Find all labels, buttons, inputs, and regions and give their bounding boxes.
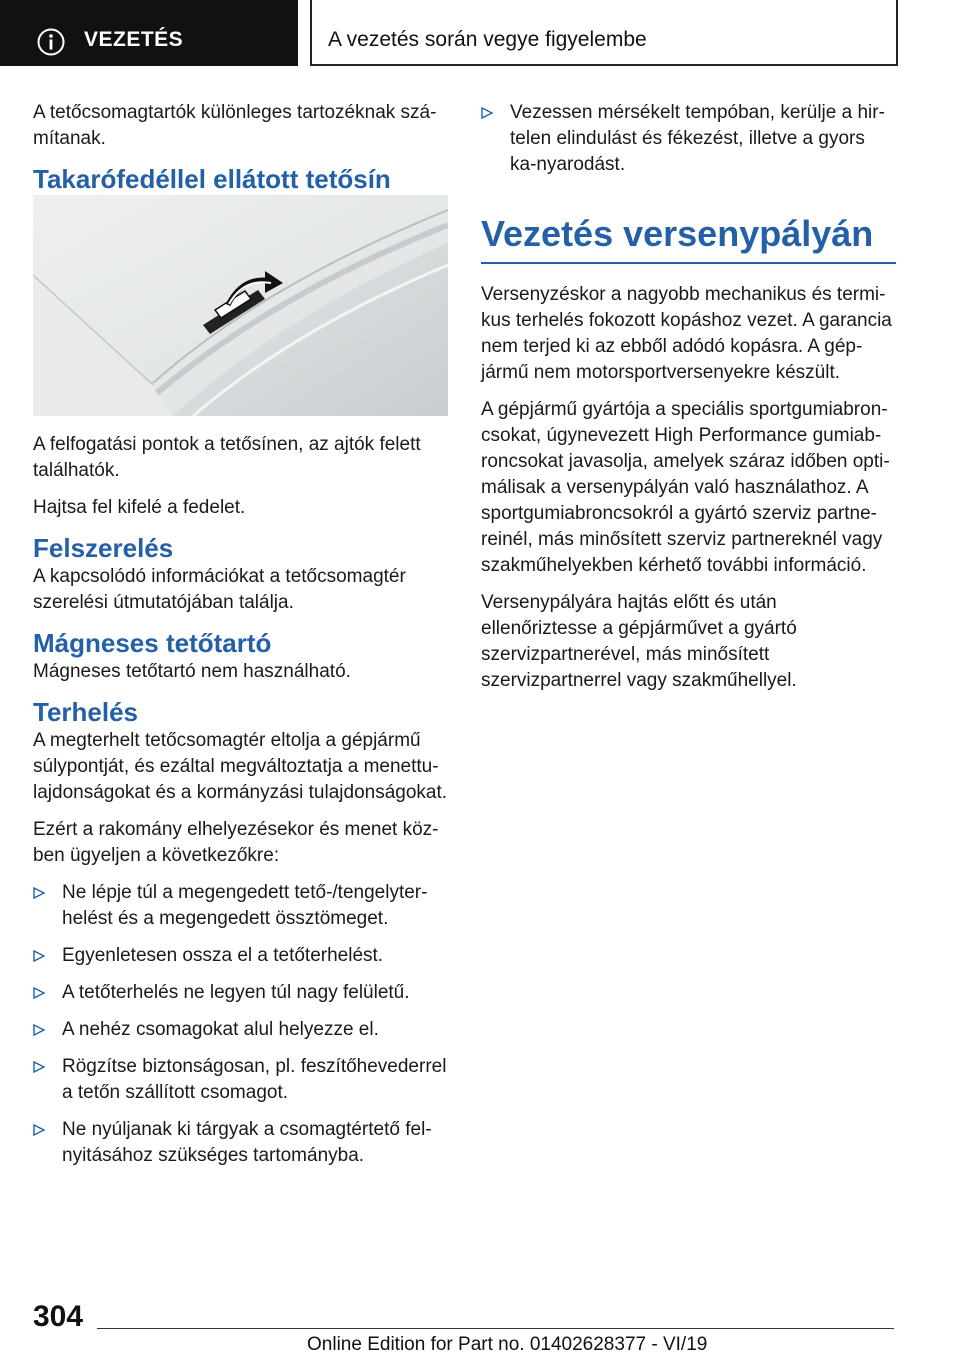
felszereles-paragraph: A kapcsolódó információkat a tetőcsomagtér szerelési útmutatójában találja. [33, 566, 406, 613]
list-item-text: Egyenletesen ossza el a tetőterhelést. [62, 945, 384, 966]
chapter-title: A vezetés során vegye figyelembe [328, 28, 647, 51]
triangle-bullet-icon [481, 107, 493, 119]
triangle-bullet-icon [33, 1024, 45, 1036]
heading-terheles: Terhelés [33, 697, 139, 727]
triangle-bullet-icon [33, 987, 45, 999]
list-item [481, 100, 896, 178]
list-item [33, 880, 449, 932]
terheles-paragraph-2: Ezért a rakomány elhelyezésekor és menet köz-ben ügyeljen a következőkre: [33, 819, 439, 866]
heading-versenypalya: Vezetés versenypályán [481, 212, 896, 264]
instruction-paragraph: Hajtsa fel kifelé a fedelet. [33, 497, 246, 518]
list-item [33, 1017, 449, 1043]
list-item-text: Vezessen mérsékelt tempóban, kerülje a hir-telen elindulást és fékezést, illetve a gyors ka-nyarodást. [510, 102, 885, 175]
edition-info: Online Edition for Part no. 01402628377 - VI/19 [307, 1334, 708, 1355]
chapter-title-box [310, 0, 898, 66]
versenypalya-paragraph-3: Versenypályára hajtás előtt és után ellenőriztesse a gépjárművet a gyártó szervizpartnerével, más minősített szervizpartnerrel vagy szakműhellyel. [481, 592, 797, 691]
intro-paragraph: A tetőcsomagtartók különleges tartozéknak szá-mítanak. [33, 102, 437, 149]
loading-rules-list [33, 880, 449, 1169]
list-item [33, 1054, 449, 1106]
right-column [481, 100, 896, 705]
left-column [33, 100, 449, 1180]
info-icon [36, 27, 66, 57]
section-label: VEZETÉS [84, 28, 184, 51]
list-item [33, 980, 449, 1006]
list-item-text: Rögzítse biztonságosan, pl. feszítőhevederrel a tetőn szállított csomagot. [62, 1056, 447, 1103]
versenypalya-paragraph-1: Versenyzéskor a nagyobb mechanikus és termi-kus terhelés fokozott kopáshoz vezet. A garancia nem terjed ki az ebből adódó kopásra. A gép-jármű nem motorsportversenyekre készült. [481, 284, 892, 383]
triangle-bullet-icon [33, 1124, 45, 1136]
heading-felszereles: Felszerelés [33, 533, 174, 563]
list-item-text: Ne lépje túl a megengedett tető-/tengelyter-helést és a megengedett össztömeget. [62, 882, 428, 929]
roof-rail-photo [33, 195, 448, 416]
page-number: 304 [33, 1300, 84, 1333]
list-item-text: Ne nyúljanak ki tárgyak a csomagtértető fel-nyitásához szükséges tartományba. [62, 1119, 432, 1166]
terheles-paragraph-1: A megterhelt tetőcsomagtér eltolja a gépjármű súlypontját, és ezáltal megváltoztatja a menettu-lajdonságokat és a kormányzási tulajdonságokat. [33, 730, 448, 803]
list-item [33, 943, 449, 969]
triangle-bullet-icon [33, 1061, 45, 1073]
list-item [33, 1117, 449, 1169]
list-item-text: A nehéz csomagokat alul helyezze el. [62, 1019, 379, 1040]
versenypalya-paragraph-2: A gépjármű gyártója a speciális sportgumiabron-csokat, úgynevezett High Performance gumiab-roncsokat javasolja, amelyek száraz időben opti-málisak a versenypályán való használathoz. A sportgumiabroncsokról a gyártó szerviz partne-reinél, más minősített szerviz partnereknél vagy szakműhelyekben kérhető további információ. [481, 399, 890, 576]
footer-divider [97, 1328, 894, 1329]
heading-takarofedel: Takarófedéllel ellátott tetősín [33, 164, 391, 194]
triangle-bullet-icon [33, 950, 45, 962]
heading-magneses: Mágneses tetőtartó [33, 628, 272, 658]
magneses-paragraph: Mágneses tetőtartó nem használható. [33, 661, 351, 682]
section-tab [0, 0, 298, 66]
photo-caption: A felfogatási pontok a tetősínen, az ajtók felett találhatók. [33, 434, 421, 481]
page-header [0, 0, 960, 66]
triangle-bullet-icon [33, 887, 45, 899]
list-item-text: A tetőterhelés ne legyen túl nagy felületű. [62, 982, 410, 1003]
driving-tips-list [481, 100, 896, 178]
